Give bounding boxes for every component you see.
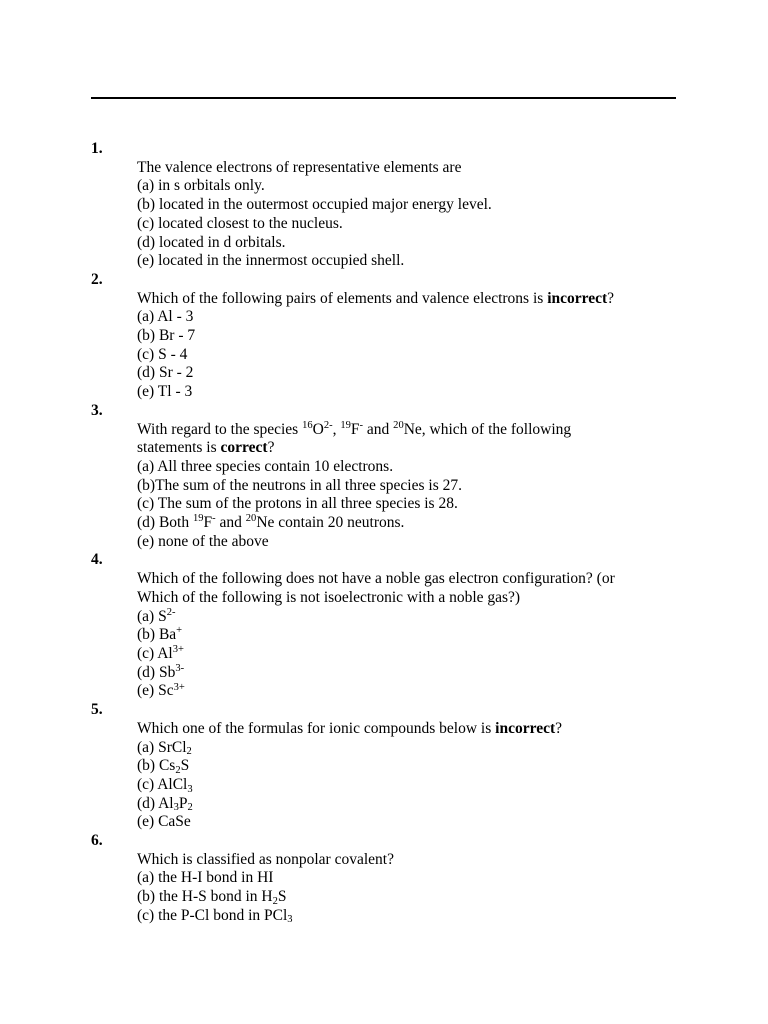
answer-option-a: (a) in s orbitals only. (137, 177, 265, 195)
question-number: 5. (91, 701, 103, 719)
question-stem: Which of the following pairs of elements and valence electrons is incorrect? (137, 289, 615, 307)
question-body (91, 570, 691, 701)
question-stem: The valence electrons of representative elements are (137, 158, 462, 176)
answer-option-a: (a) Al - 3 (137, 308, 194, 326)
question-1 (91, 140, 691, 271)
answer-option-c: (c) AlCl$_3$ (137, 775, 193, 795)
answer-option-a: (a) All three species contain 10 electrons. (137, 457, 394, 475)
answer-option-b: (b) the H-S bond in $H_2S$ (137, 888, 287, 907)
question-number: 2. (91, 270, 103, 288)
question-stem-line-2: statements is correct? (137, 439, 275, 457)
question-stem-line-1: Which of the following does not have a noble gas electron configuration? (or (137, 570, 615, 588)
question-body (91, 851, 691, 926)
answer-option-b: (b)The sum of the neutrons in all three species is 27. (137, 476, 462, 494)
answer-option-a: (a) the H-I bond in HI (137, 869, 274, 887)
answer-option-b: (b) $Cs_2S$ (137, 757, 190, 776)
answer-option-b: (b) Br - 7 (137, 327, 196, 345)
question-stem-line-2: Which of the following is not isoelectronic with a noble gas?) (137, 588, 521, 606)
emphasis-text: incorrect (547, 289, 608, 307)
emphasis-text: correct (220, 439, 268, 457)
answer-option-e: (e) Tl - 3 (137, 383, 193, 401)
question-2 (91, 271, 691, 402)
question-number: 4. (91, 551, 103, 569)
answer-option-e: (e) none of the above (137, 532, 269, 550)
answer-option-e: (e) located in the innermost occupied shell. (137, 252, 405, 270)
answer-option-e: (e) $Sc^{3+}$ (137, 681, 185, 700)
question-body (91, 290, 691, 402)
question-body (91, 159, 691, 271)
question-stem: Which is classified as nonpolar covalent? (137, 850, 394, 868)
question-6 (91, 832, 691, 926)
answer-option-a: (a) $S^{2-}$ (137, 606, 176, 625)
question-number: 6. (91, 832, 103, 850)
answer-option-c: (c) the P-Cl bond in PCl$_3$ (137, 906, 293, 926)
question-body (91, 720, 691, 832)
answer-option-d: (d) located in d orbitals. (137, 233, 286, 251)
question-body (91, 421, 691, 552)
question-number: 1. (91, 140, 103, 157)
question-list (91, 140, 691, 926)
answer-option-a: (a) SrCl$_2$ (137, 738, 192, 758)
answer-option-d: (d) Both $^{19}$F- and $^{20}$Ne contain 20 neutrons. (137, 513, 405, 532)
question-3 (91, 402, 691, 552)
question-4 (91, 551, 691, 701)
answer-option-c: (c) $Al^{3+}$ (137, 644, 184, 662)
answer-option-c: (c) located closest to the nucleus. (137, 214, 343, 232)
question-5 (91, 701, 691, 832)
question-stem: Which one of the formulas for ionic compounds below is incorrect? (137, 719, 563, 737)
header-rule (91, 97, 676, 99)
answer-option-d: (d) $Sb^{3-}$ (137, 662, 185, 681)
answer-option-d: (d) $Al_3P_2$ (137, 794, 193, 814)
question-stem-line-1: With regard to the species $^{16}O^{2-}$, $^{19}$F- and $^{20}$Ne, which of the following (137, 419, 572, 438)
answer-option-c: (c) S - 4 (137, 345, 188, 363)
emphasis-text: incorrect (495, 719, 556, 737)
answer-option-c: (c) The sum of the protons in all three species is 28. (137, 495, 458, 513)
answer-option-b: (b) Ba+ (137, 625, 183, 644)
answer-option-e: (e) CaSe (137, 813, 191, 831)
question-number: 3. (91, 401, 103, 419)
answer-option-d: (d) Sr - 2 (137, 364, 194, 382)
answer-option-b: (b) located in the outermost occupied major energy level. (137, 196, 492, 214)
